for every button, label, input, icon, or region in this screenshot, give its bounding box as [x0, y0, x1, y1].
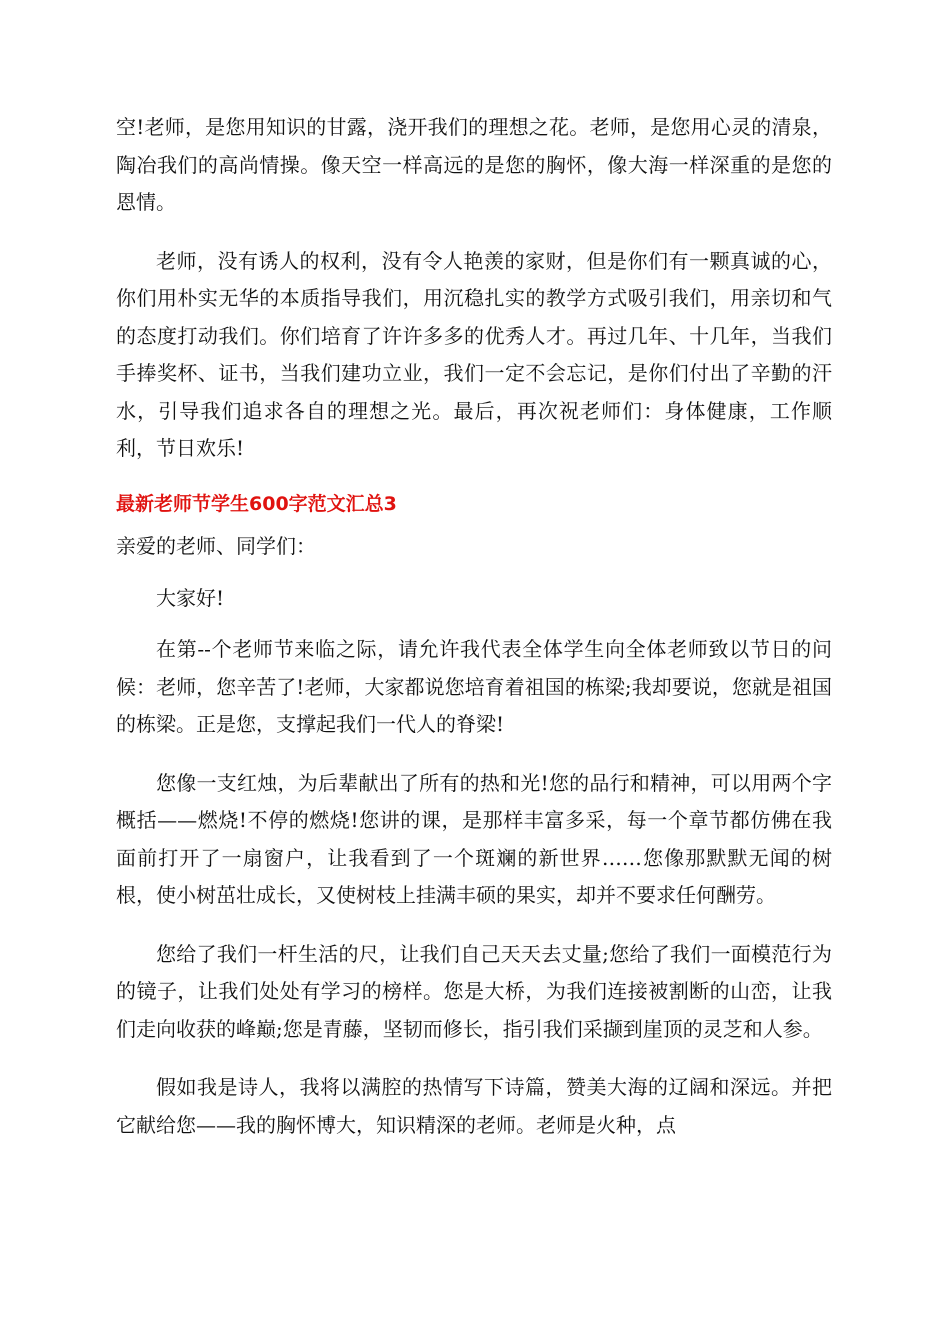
greeting: 大家好! [156, 585, 225, 610]
section-heading: 最新老师节学生600字范文汇总3 [116, 492, 397, 515]
paragraph-red-candle: 您像一支红烛，为后辈献出了所有的热和光!您的品行和精神，可以用两个字概括——燃烧!不停的燃烧!您讲的课，是那样丰富多采，每一个章节都仿佛在我面前打开了一扇窗户，让我看到了一个斑斓的新世界……您像那默默无闻的树根，使小树茁壮成长，又使树枝上挂满丰硕的果实，却并不要求任何酬劳。 [116, 770, 832, 907]
salutation: 亲爱的老师、同学们： [116, 534, 316, 558]
paragraph-continued: 空!老师，是您用知识的甘露，浇开我们的理想之花。老师，是您用心灵的清泉，陶冶我们的高尚情操。像天空一样高远的是您的胸怀，像大海一样深重的是您的恩情。 [116, 115, 832, 214]
document-page [116, 109, 832, 1144]
paragraph-teachers-praise: 老师，没有诱人的权利，没有令人艳羡的家财，但是你们有一颗真诚的心，你们用朴实无华的本质指导我们，用沉稳扎实的教学方式吸引我们，用亲切和气的态度打动我们。你们培育了许许多多的优秀人才。再过几年、十几年，当我们手捧奖杯、证书，当我们建功立业，我们一定不会忘记，是你们付出了辛勤的汗水，引导我们追求各自的理想之光。最后，再次祝老师们：身体健康，工作顺利，节日欢乐! [116, 248, 832, 460]
paragraph-ruler-mirror: 您给了我们一杆生活的尺，让我们自己天天去丈量;您给了我们一面模范行为的镜子，让我们处处有学习的榜样。您是大桥，为我们连接被割断的山峦，让我们走向收获的峰巅;您是青藤，坚韧而修长，指引我们采撷到崖顶的灵芝和人参。 [116, 941, 832, 1041]
paragraph-teachers-day: 在第--个老师节来临之际，请允许我代表全体学生向全体老师致以节日的问候：老师，您辛苦了!老师，大家都说您培育着祖国的栋梁;我却要说，您就是祖国的栋梁。正是您，支撑起我们一代人的脊梁! [116, 637, 832, 736]
paragraph-poet: 假如我是诗人，我将以满腔的热情写下诗篇，赞美大海的辽阔和深远。并把它献给您——我的胸怀博大，知识精深的老师。老师是火种，点 [116, 1075, 832, 1137]
